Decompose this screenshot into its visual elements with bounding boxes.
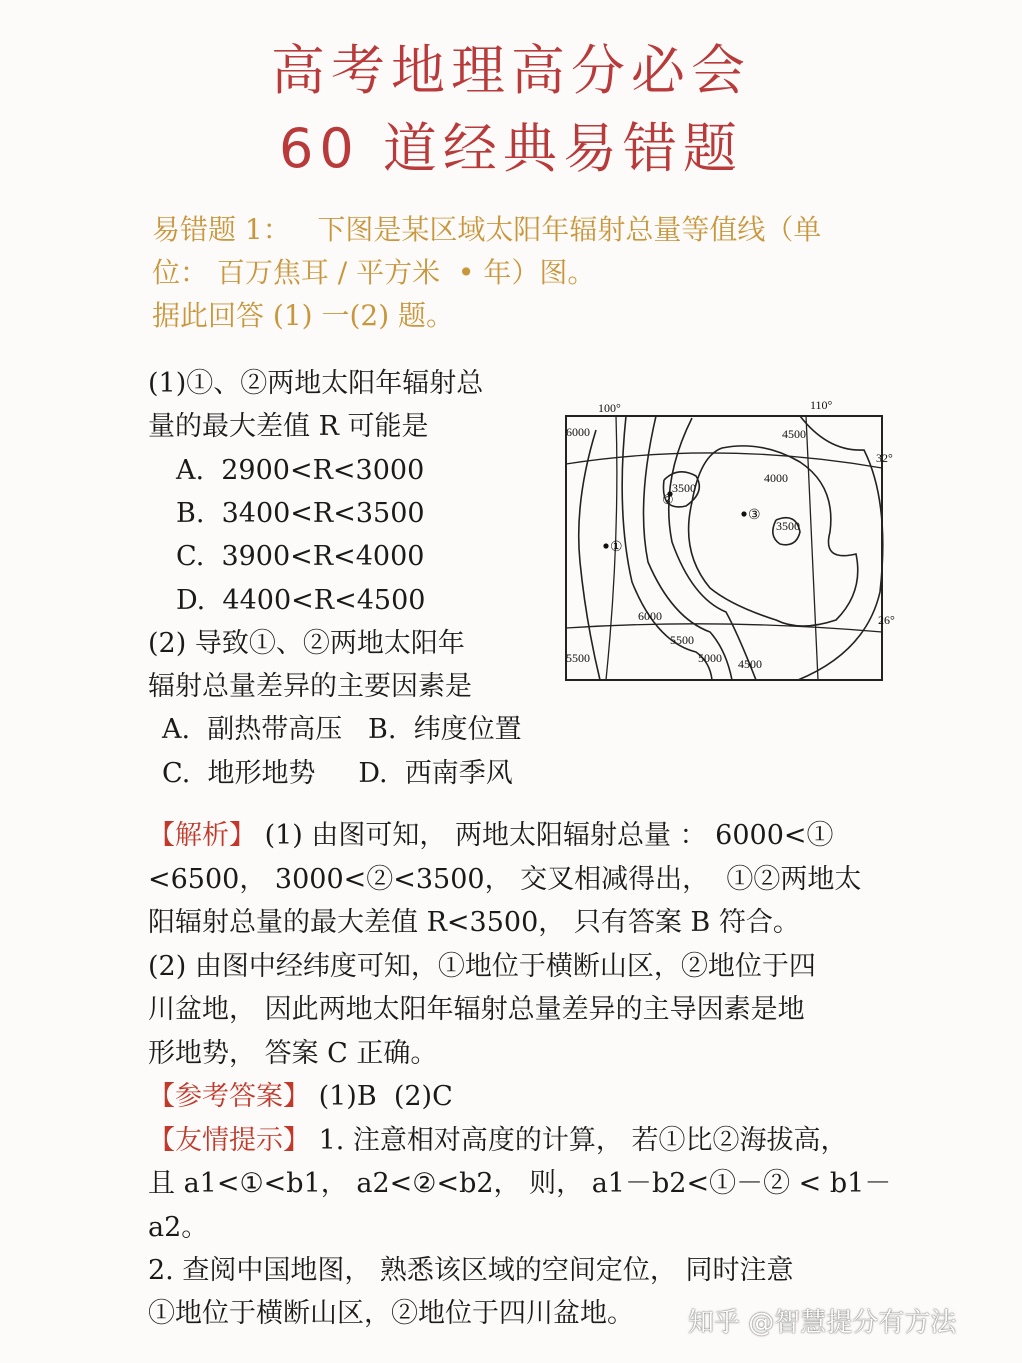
q2-stem-line1: (2) 导致①、②两地太阳年: [148, 628, 465, 659]
page-title: 高考地理高分必会: [271, 39, 751, 102]
lat-32-label: 32°: [876, 451, 893, 465]
tip-line3: a2。: [148, 1212, 209, 1243]
question-intro-line3: 据此回答 (1) 一(2) 题。: [152, 299, 455, 332]
q1-option-b: B. 3400<R<3500: [176, 498, 425, 529]
isoline-label: 3500: [672, 481, 696, 495]
answer-text: (1)B (2)C: [310, 1081, 453, 1112]
q1-option-c: C. 3900<R<4000: [176, 541, 425, 572]
isoline-label: 5000: [698, 651, 722, 665]
q1-stem-line2: 量的最大差值 R 可能是: [148, 411, 429, 442]
answer-line: [148, 1083, 453, 1110]
lon-100-label: 100°: [598, 401, 621, 415]
point-1-marker: [603, 543, 608, 548]
q1-option-a: A. 2900<R<3000: [176, 455, 425, 486]
isoline-map: [560, 392, 908, 692]
point-3-marker: [741, 511, 746, 516]
isoline-label: 5500: [670, 633, 694, 647]
q2-options-row1: A. 副热带高压 B. 纬度位置: [162, 714, 522, 745]
point-2-label: ②: [662, 492, 674, 507]
tip-tag: 【友情提示】: [148, 1125, 310, 1156]
point-3-label: ③: [748, 508, 761, 523]
analysis-line4: (2) 由图中经纬度可知，①地位于横断山区，②地位于四: [148, 951, 816, 982]
isoline-label: 4500: [738, 657, 762, 671]
question-intro-line1: 易错题 1： 下图是某区域太阳年辐射总量等值线（单: [152, 213, 822, 246]
tip-text: 1. 注意相对高度的计算， 若①比②海拔高，: [310, 1125, 848, 1156]
isoline-label: 4500: [782, 427, 806, 441]
page-subtitle: 60 道经典易错题: [279, 117, 743, 180]
watermark: 知乎 @智慧提分有方法: [688, 1308, 957, 1338]
question-intro-line2: 位： 百万焦耳 / 平方米 • 年）图。: [152, 256, 596, 289]
isoline-label: 4000: [764, 471, 788, 485]
analysis-line3: 阳辐射总量的最大差值 R<3500， 只有答案 B 符合。: [148, 907, 800, 938]
analysis-line5: 川盆地， 因此两地太阳年辐射总量差异的主导因素是地: [148, 994, 805, 1025]
isoline-label: 3500: [776, 519, 800, 533]
tip-line2: 且 a1<①<b1， a2<②<b2， 则， a1－b2<①－② < b1－: [148, 1168, 892, 1199]
q2-options-row2: C. 地形地势 D. 西南季风: [162, 758, 513, 789]
lat-26-label: 26°: [878, 613, 895, 627]
analysis-text: (1) 由图可知， 两地太阳辐射总量 ： 6000<①: [256, 820, 834, 851]
analysis-line2: <6500， 3000<②<3500， 交叉相减得出， ①②两地太: [148, 864, 862, 895]
isoline-label: 6000: [566, 425, 590, 439]
q2-stem-line2: 辐射总量差异的主要因素是: [148, 671, 472, 702]
analysis-line1: [148, 822, 834, 849]
analysis-tag: 【解析】: [148, 820, 256, 851]
lon-110-label: 110°: [810, 398, 833, 412]
tip-line4: 2. 查阅中国地图， 熟悉该区域的空间定位， 同时注意: [148, 1255, 794, 1286]
isoline-label: 5500: [566, 651, 590, 665]
q1-stem-line1: (1)①、②两地太阳年辐射总: [148, 368, 484, 399]
point-1-label: ①: [610, 540, 623, 555]
tip-line1: [148, 1127, 848, 1154]
tip-line5: ①地位于横断山区，②地位于四川盆地。: [148, 1298, 634, 1329]
isoline-label: 6000: [638, 609, 662, 623]
q1-option-d: D. 4400<R<4500: [176, 585, 426, 616]
answer-tag: 【参考答案】: [148, 1081, 310, 1112]
analysis-line6: 形地势， 答案 C 正确。: [148, 1038, 438, 1069]
